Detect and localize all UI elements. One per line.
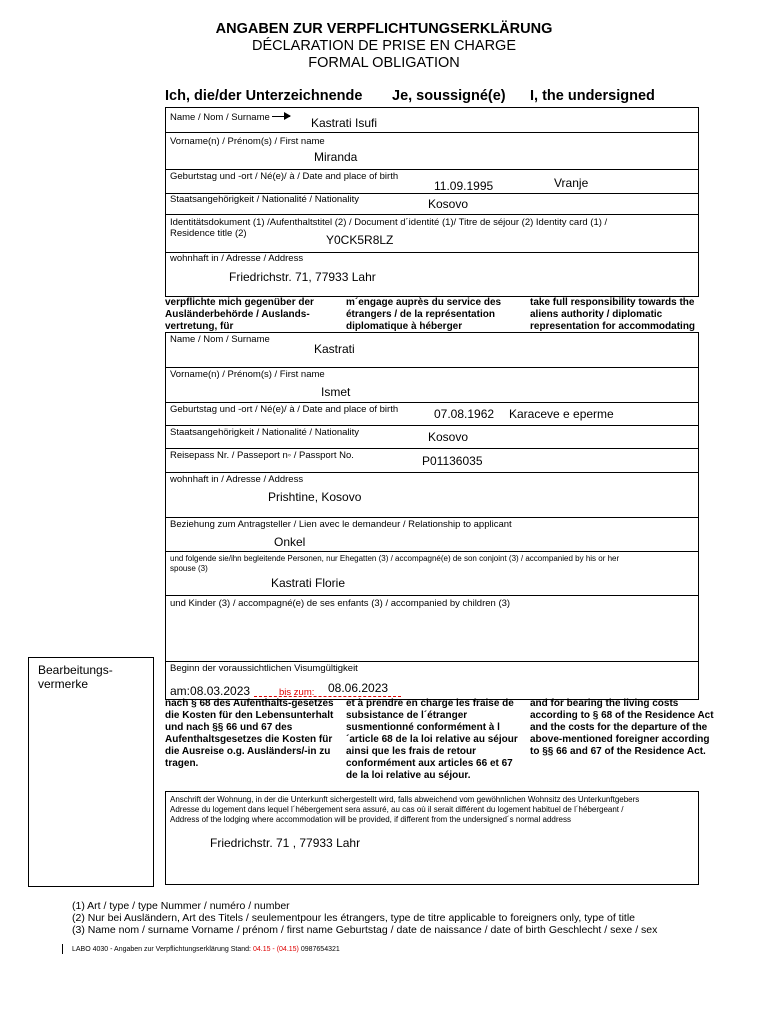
visa-from[interactable]: am:08.03.2023 [170,684,251,698]
commit-en: take full responsibility towards the aliens authority / diplomatic representation for accommodating [530,297,696,332]
notes-label: Bearbeitungs-vermerke [38,663,113,691]
guest-firstname-label: Vorname(n) / Prénom(s) / First name [170,369,325,380]
host-box [165,107,699,297]
guest-passport-value[interactable]: P01136035 [422,454,483,468]
host-birth-date[interactable]: 11.09.1995 [434,179,494,193]
arrow-right-icon [272,116,290,117]
guest-birth-date[interactable]: 07.08.1962 [434,407,495,421]
guest-spouse-value[interactable]: Kastrati Florie [271,576,346,590]
host-birth-place[interactable]: Vranje [554,176,589,190]
host-firstname-label: Vorname(n) / Prénom(s) / First name [170,136,325,147]
visa-label: Beginn der voraussichtlichen Visumgültigkeit [170,663,358,674]
guest-name-value[interactable]: Kastrati [314,342,355,356]
footnote-1: (1) Art / type / type Nummer / numéro / number [72,900,290,912]
guest-nationality-label: Staatsangehörigkeit / Nationalité / Nationality [170,427,360,438]
guest-birth-label: Geburtstag und -ort / Né(e)/ à / Date and place of birth [170,404,399,415]
host-id-label: Identitätsdokument (1) /Aufenthaltstitel (2) / Document d´identité (1)/ Titre de séjour (2) Identity card (1) / Residence title (2) [170,217,608,239]
host-name-label: Name / Nom / Surname [170,112,290,123]
title-en: FORMAL OBLIGATION [308,55,460,71]
guest-address-label: wohnhaft in / Adresse / Address [170,474,304,485]
commit-fr: m´engage auprès du service des étrangers / de la représentation diplomatique à héberger [346,297,502,332]
guest-children-label: und Kinder (3) / accompagné(e) de ses enfants (3) / accompanied by children (3) [170,598,511,609]
guest-firstname-value[interactable]: Ismet [321,385,351,399]
host-address-label: wohnhaft in / Adresse / Address [170,253,304,264]
notes-box [28,657,154,887]
undersigned-fr: Je, soussigné(e) [392,88,506,104]
host-id-value[interactable]: Y0CK5R8LZ [326,233,394,247]
guest-box [165,332,699,700]
guest-relation-value[interactable]: Onkel [274,535,306,549]
host-firstname-value[interactable]: Miranda [314,150,358,164]
footer-bar [62,944,63,954]
guest-nationality-value[interactable]: Kosovo [428,430,469,444]
visa-to-label: bis zum: [279,687,315,698]
footer-text: LABO 4030 - Angaben zur Verpflichtungserklärung Stand: 04.15 - (04.15) 0987654321 [72,946,340,953]
guest-passport-label: Reisepass Nr. / Passeport n◦ / Passport No. [170,450,354,461]
host-address-value[interactable]: Friedrichstr. 71, 77933 Lahr [229,270,376,284]
title-fr: DÉCLARATION DE PRISE EN CHARGE [251,38,516,54]
host-nationality-label: Staatsangehörigkeit / Nationalité / Nationality [170,194,360,205]
footer-code: 0987654321 [300,946,340,953]
undersigned-en: I, the undersigned [530,88,655,104]
commit-de: verpflichte mich gegenüber der Ausländerbehörde / Auslands-vertretung, für [165,297,314,332]
costs-en: and for bearing the living costs according to § 68 of the Residence Act and the costs for the departure of the above-mentioned foreigner according to §§ 66 and 67 of the Residence Act. [530,698,714,757]
guest-relation-label: Beziehung zum Antragsteller / Lien avec le demandeur / Relationship to applicant [170,519,512,530]
title-de: ANGABEN ZUR VERPFLICHTUNGSERKLÄRUNG [215,21,553,37]
guest-name-label: Name / Nom / Surname [170,334,270,345]
lodging-label: Anschrift der Wohnung, in der die Unterkunft sichergestellt wird, falls abweichend vom gewöhnlichen Wohnsitz des Unterkunftgebers Adresse du logement dans lequel l´hébergement sera assuré, au cas où il serait différent du logement habituel de l´hébergeant / Address of the lodging where accommodation will be provided, if different from the undersigned´s normal address [170,795,640,824]
costs-de: nach § 68 des Aufenthalts-gesetzes die Kosten für den Lebensunterhalt und nach §§ 66 und 67 des Aufenthaltsgesetzes die Kosten für die Ausreise o.g. Ausländers/-in zu tragen. [165,698,334,769]
undersigned-de: Ich, die/der Unterzeichnende [165,88,363,104]
visa-underline [254,696,401,697]
guest-spouse-label: und folgende sie/ihn begleitende Personen, nur Ehegatten (3) / accompagné(e) de son conjoint (3) / accompanied by his or her spouse (3) [170,554,620,573]
guest-birth-place[interactable]: Karaceve e eperme [509,407,614,421]
footnote-2: (2) Nur bei Ausländern, Art des Titels / seulementpour les étrangers, type de titre applicable to foreigners only, type of title [72,912,636,924]
footnote-3: (3) Name nom / surname Vorname / prénom / first name Geburtstag / date de naissance / date of birth Geschlecht / sexe / sex [72,924,658,936]
lodging-value[interactable]: Friedrichstr. 71 , 77933 Lahr [210,836,361,850]
host-nationality-value[interactable]: Kosovo [428,197,469,211]
lodging-box [165,791,699,885]
costs-fr: et à prendre en charge les fraise de subsistance de l´étranger susmentionné conformément à l´article 68 de la loi relative au séjour ainsi que les frais de retour conformément aux articles 66 et 67 de la loi relative au séjour. [346,698,518,781]
host-name-value[interactable]: Kastrati Isufi [311,116,378,130]
footer-stand: 04.15 - (04.15) [252,946,299,953]
visa-to[interactable]: 08.06.2023 [328,681,389,695]
guest-address-value[interactable]: Prishtine, Kosovo [268,490,362,504]
host-birth-label: Geburtstag und -ort / Né(e)/ à / Date and place of birth [170,171,399,182]
